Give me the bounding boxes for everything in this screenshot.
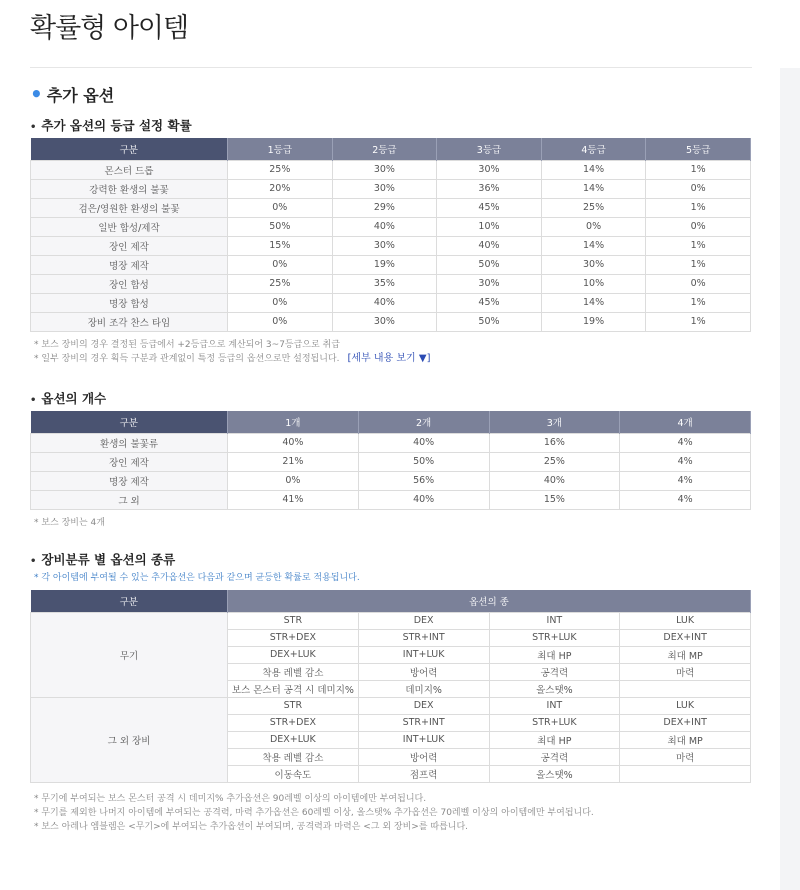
category-other: 그 외 장비 — [31, 697, 228, 782]
option-cell: STR+INT — [358, 629, 489, 646]
type-subtitle: • 장비분류 별 옵션의 종류 — [30, 552, 176, 567]
option-cell: STR — [228, 612, 359, 629]
table-cell: 19% — [541, 312, 646, 331]
row-label: 몬스터 드롭 — [31, 160, 228, 179]
table-cell: 0% — [541, 217, 646, 236]
table-cell: 21% — [228, 452, 359, 471]
option-cell — [620, 765, 751, 782]
option-cell: DEX+LUK — [228, 731, 359, 748]
table-row — [31, 612, 751, 629]
row-label: 장인 제작 — [31, 452, 228, 471]
option-cell: 착용 레벨 감소 — [228, 748, 359, 765]
table-cell: 19% — [332, 255, 437, 274]
row-label: 명장 합성 — [31, 293, 228, 312]
table-cell: 10% — [541, 274, 646, 293]
option-cell: 최대 MP — [620, 731, 751, 748]
table-cell: 45% — [437, 293, 542, 312]
table-cell: 50% — [358, 452, 489, 471]
table-cell: 30% — [332, 179, 437, 198]
table-cell: 35% — [332, 274, 437, 293]
side-panel — [780, 68, 800, 890]
grade-header-2: 2등급 — [332, 138, 437, 160]
table-cell: 14% — [541, 293, 646, 312]
option-cell: STR — [228, 697, 359, 714]
grade-subtitle: • 추가 옵션의 등급 설정 확률 — [30, 118, 192, 133]
table-cell: 30% — [437, 160, 542, 179]
option-cell: 최대 HP — [489, 731, 620, 748]
table-row — [31, 160, 751, 179]
table-row — [31, 179, 751, 198]
option-cell: LUK — [620, 697, 751, 714]
title-divider — [30, 67, 752, 68]
option-cell: INT — [489, 697, 620, 714]
table-cell: 40% — [489, 471, 620, 490]
table-row — [31, 312, 751, 331]
option-cell: DEX+INT — [620, 714, 751, 731]
table-cell: 4% — [620, 452, 751, 471]
grade-header-1: 1등급 — [228, 138, 333, 160]
table-cell: 25% — [541, 198, 646, 217]
option-cell: DEX+INT — [620, 629, 751, 646]
table-cell: 30% — [332, 312, 437, 331]
option-cell: LUK — [620, 612, 751, 629]
row-label: 명장 제작 — [31, 255, 228, 274]
table-cell: 4% — [620, 471, 751, 490]
table-cell: 1% — [646, 312, 751, 331]
row-label: 장비 조각 찬스 타임 — [31, 312, 228, 331]
table-cell: 29% — [332, 198, 437, 217]
type-note-2: * 무기를 제외한 나머지 아이템에 부여되는 공격력, 마력 추가옵션은 60레벨 이상, 올스탯% 추가옵션은 70레벨 이상의 아이템에만 부여됩니다. — [34, 808, 594, 818]
option-cell: 최대 HP — [489, 646, 620, 663]
row-label: 장인 합성 — [31, 274, 228, 293]
table-cell: 1% — [646, 236, 751, 255]
table-cell: 14% — [541, 236, 646, 255]
table-row — [31, 217, 751, 236]
type-intro: * 각 아이템에 부여될 수 있는 추가옵션은 다음과 같으며 균등한 확률로 적용됩니다. — [34, 573, 360, 583]
table-row — [31, 471, 751, 490]
option-cell: 데미지% — [358, 680, 489, 697]
bullet-icon: • — [30, 395, 37, 406]
option-cell: STR+INT — [358, 714, 489, 731]
table-cell: 0% — [228, 255, 333, 274]
option-cell: DEX — [358, 612, 489, 629]
option-cell: 공격력 — [489, 748, 620, 765]
option-cell: 올스탯% — [489, 680, 620, 697]
option-type-table — [30, 590, 751, 783]
count-header-3: 3개 — [489, 411, 620, 433]
option-cell: STR+LUK — [489, 629, 620, 646]
table-cell: 25% — [228, 274, 333, 293]
table-cell: 40% — [358, 490, 489, 509]
count-note: * 보스 장비는 4개 — [34, 518, 105, 528]
option-count-table — [30, 411, 751, 510]
table-cell: 0% — [646, 179, 751, 198]
count-header-2: 2개 — [358, 411, 489, 433]
option-cell: STR+LUK — [489, 714, 620, 731]
table-cell: 45% — [437, 198, 542, 217]
table-cell: 20% — [228, 179, 333, 198]
option-cell: 공격력 — [489, 663, 620, 680]
grade-header-0: 구분 — [31, 138, 228, 160]
option-cell: 보스 몬스터 공격 시 데미지% — [228, 680, 359, 697]
option-cell: 마력 — [620, 663, 751, 680]
bullet-icon: • — [30, 122, 37, 133]
grade-header-5: 5등급 — [646, 138, 751, 160]
table-cell: 15% — [228, 236, 333, 255]
row-label: 강력한 환생의 불꽃 — [31, 179, 228, 198]
row-label: 그 외 — [31, 490, 228, 509]
type-header-options: 옵션의 종 — [228, 590, 751, 612]
row-label: 검은/영원한 환생의 불꽃 — [31, 198, 228, 217]
option-cell: DEX+LUK — [228, 646, 359, 663]
table-cell: 40% — [332, 293, 437, 312]
grade-header-3: 3등급 — [437, 138, 542, 160]
table-cell: 40% — [358, 433, 489, 452]
table-row — [31, 236, 751, 255]
count-header-1: 1개 — [228, 411, 359, 433]
page-title: 확률형 아이템 — [30, 13, 189, 44]
table-cell: 4% — [620, 490, 751, 509]
table-cell: 15% — [489, 490, 620, 509]
table-cell: 40% — [437, 236, 542, 255]
option-cell: INT+LUK — [358, 731, 489, 748]
table-cell: 56% — [358, 471, 489, 490]
row-label: 환생의 불꽃류 — [31, 433, 228, 452]
table-cell: 1% — [646, 255, 751, 274]
grade-notes — [34, 338, 431, 366]
type-note-1: * 무기에 부여되는 보스 몬스터 공격 시 데미지% 추가옵션은 90레벨 이상의 아이템에만 부여됩니다. — [34, 794, 427, 804]
row-label: 일반 합성/제작 — [31, 217, 228, 236]
bullet-icon: • — [30, 82, 43, 106]
option-cell: 방어력 — [358, 748, 489, 765]
table-row — [31, 697, 751, 714]
table-cell: 50% — [437, 255, 542, 274]
table-cell: 0% — [228, 471, 359, 490]
row-label: 장인 제작 — [31, 236, 228, 255]
type-notes — [34, 792, 594, 834]
table-cell: 40% — [332, 217, 437, 236]
option-cell: 마력 — [620, 748, 751, 765]
row-label: 명장 제작 — [31, 471, 228, 490]
table-row — [31, 274, 751, 293]
table-row — [31, 255, 751, 274]
table-cell: 30% — [541, 255, 646, 274]
table-cell: 0% — [228, 312, 333, 331]
table-row — [31, 452, 751, 471]
table-cell: 25% — [489, 452, 620, 471]
table-cell: 0% — [228, 293, 333, 312]
table-cell: 41% — [228, 490, 359, 509]
count-subtitle: • 옵션의 개수 — [30, 391, 107, 406]
table-cell: 0% — [646, 217, 751, 236]
table-cell: 36% — [437, 179, 542, 198]
option-cell: STR+DEX — [228, 714, 359, 731]
category-weapon: 무기 — [31, 612, 228, 697]
table-row — [31, 198, 751, 217]
table-cell: 0% — [646, 274, 751, 293]
table-cell: 30% — [437, 274, 542, 293]
table-cell: 50% — [228, 217, 333, 236]
option-cell: 올스탯% — [489, 765, 620, 782]
detail-link[interactable]: [세부 내용 보기 ▼] — [347, 353, 431, 364]
grade-note-1: * 보스 장비의 경우 결정된 등급에서 +2등급으로 계산되어 3~7등급으로 취급 — [34, 340, 340, 350]
count-header-4: 4개 — [620, 411, 751, 433]
table-cell: 1% — [646, 293, 751, 312]
option-cell: INT — [489, 612, 620, 629]
table-cell: 16% — [489, 433, 620, 452]
bullet-icon: • — [30, 556, 37, 567]
grade-header-4: 4등급 — [541, 138, 646, 160]
grade-note-2: * 일부 장비의 경우 획득 구분과 관계없이 특정 등급의 옵션으로만 설정됩니다. — [34, 354, 340, 364]
table-row — [31, 293, 751, 312]
table-row — [31, 433, 751, 452]
table-cell: 40% — [228, 433, 359, 452]
option-cell: 최대 MP — [620, 646, 751, 663]
option-cell: DEX — [358, 697, 489, 714]
table-cell: 50% — [437, 312, 542, 331]
table-cell: 0% — [228, 198, 333, 217]
table-cell: 4% — [620, 433, 751, 452]
type-header-category: 구분 — [31, 590, 228, 612]
table-cell: 30% — [332, 236, 437, 255]
table-cell: 14% — [541, 179, 646, 198]
option-cell: 점프력 — [358, 765, 489, 782]
grade-probability-table — [30, 138, 751, 332]
option-cell: INT+LUK — [358, 646, 489, 663]
table-cell: 14% — [541, 160, 646, 179]
option-cell: 착용 레벨 감소 — [228, 663, 359, 680]
table-row — [31, 490, 751, 509]
table-cell: 1% — [646, 198, 751, 217]
table-cell: 1% — [646, 160, 751, 179]
table-cell: 30% — [332, 160, 437, 179]
option-cell: 방어력 — [358, 663, 489, 680]
option-cell — [620, 680, 751, 697]
section-title: • 추가 옵션 — [30, 82, 115, 106]
table-cell: 10% — [437, 217, 542, 236]
type-note-3: * 보스 아레나 엠블렘은 <무기>에 부여되는 추가옵션이 부여되며, 공격력과 마력은 <그 외 장비>를 따릅니다. — [34, 822, 469, 832]
option-cell: 이동속도 — [228, 765, 359, 782]
count-header-0: 구분 — [31, 411, 228, 433]
option-cell: STR+DEX — [228, 629, 359, 646]
table-cell: 25% — [228, 160, 333, 179]
